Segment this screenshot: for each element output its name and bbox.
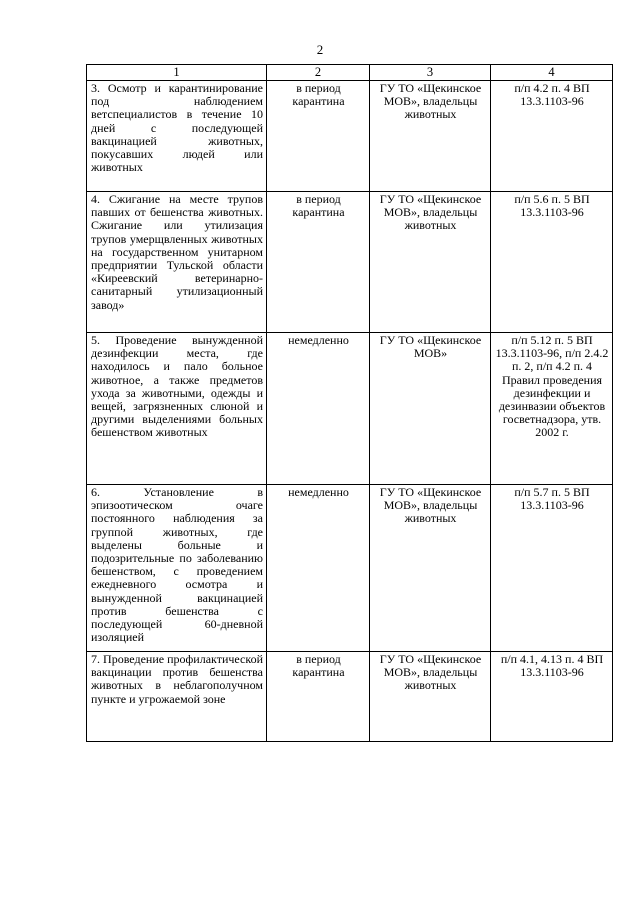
- responsible-cell: ГУ ТО «Щекинское МОВ», владельцы животных: [370, 652, 491, 742]
- measure-cell: 4. Сжигание на месте трупов павших от бешенства животных. Сжигание или утилизация трупов умерщвленных животных на государственном унитарном предприятии Тульской области «Киреевский ветеринарно-санитарный утилизационный завод»: [87, 192, 267, 333]
- reference-cell: п/п 5.6 п. 5 ВП 13.3.1103-96: [491, 192, 613, 333]
- reference-cell: п/п 4.2 п. 4 ВП 13.3.1103-96: [491, 81, 613, 192]
- table-row: [87, 485, 613, 652]
- responsible-cell: ГУ ТО «Щекинское МОВ», владельцы животных: [370, 192, 491, 333]
- responsible-cell: ГУ ТО «Щекинское МОВ»: [370, 333, 491, 485]
- table-row: [87, 192, 613, 333]
- column-header-4: 4: [491, 65, 613, 81]
- table-header-row: [87, 65, 613, 81]
- responsible-cell: ГУ ТО «Щекинское МОВ», владельцы животных: [370, 485, 491, 652]
- period-cell: в период карантина: [267, 192, 370, 333]
- period-cell: немедленно: [267, 485, 370, 652]
- measure-cell: 7. Проведение профилактической вакцинации против бешенства животных в неблагополучном пункте и угрожаемой зоне: [87, 652, 267, 742]
- table-row: [87, 81, 613, 192]
- table-row: [87, 652, 613, 742]
- page-number: 2: [316, 42, 324, 57]
- column-header-1: 1: [87, 65, 267, 81]
- table-row: [87, 333, 613, 485]
- column-header-2: 2: [267, 65, 370, 81]
- period-cell: немедленно: [267, 333, 370, 485]
- measure-cell: 3. Осмотр и карантинирование под наблюдением ветспециалистов в течение 10 дней с последующей вакцинацией животных, покусавших людей или животных: [87, 81, 267, 192]
- period-cell: в период карантина: [267, 81, 370, 192]
- measure-cell: 5. Проведение вынужденной дезинфекции места, где находилось и пало больное животное, а также предметов ухода за животными, одежды и вещей, загрязненных слюной и другими выделениями больных бешенством животных: [87, 333, 267, 485]
- reference-cell: п/п 5.7 п. 5 ВП 13.3.1103-96: [491, 485, 613, 652]
- period-cell: в период карантина: [267, 652, 370, 742]
- reference-cell: п/п 4.1, 4.13 п. 4 ВП 13.3.1103-96: [491, 652, 613, 742]
- responsible-cell: ГУ ТО «Щекинское МОВ», владельцы животных: [370, 81, 491, 192]
- reference-cell: п/п 5.12 п. 5 ВП 13.3.1103-96, п/п 2.4.2 п. 2, п/п 4.2 п. 4 Правил проведения дезинфекции и дезинвазии объектов госветнадзора, утв. 2002 г.: [491, 333, 613, 485]
- measures-table: [86, 64, 613, 742]
- column-header-3: 3: [370, 65, 491, 81]
- measure-cell: 6. Установление в эпизоотическом очаге постоянного наблюдения за группой животных, где выделены больные и подозрительные по заболеванию бешенством, с проведением ежедневного осмотра и вынужденной вакцинацией против бешенства с последующей 60-дневной изоляцией: [87, 485, 267, 652]
